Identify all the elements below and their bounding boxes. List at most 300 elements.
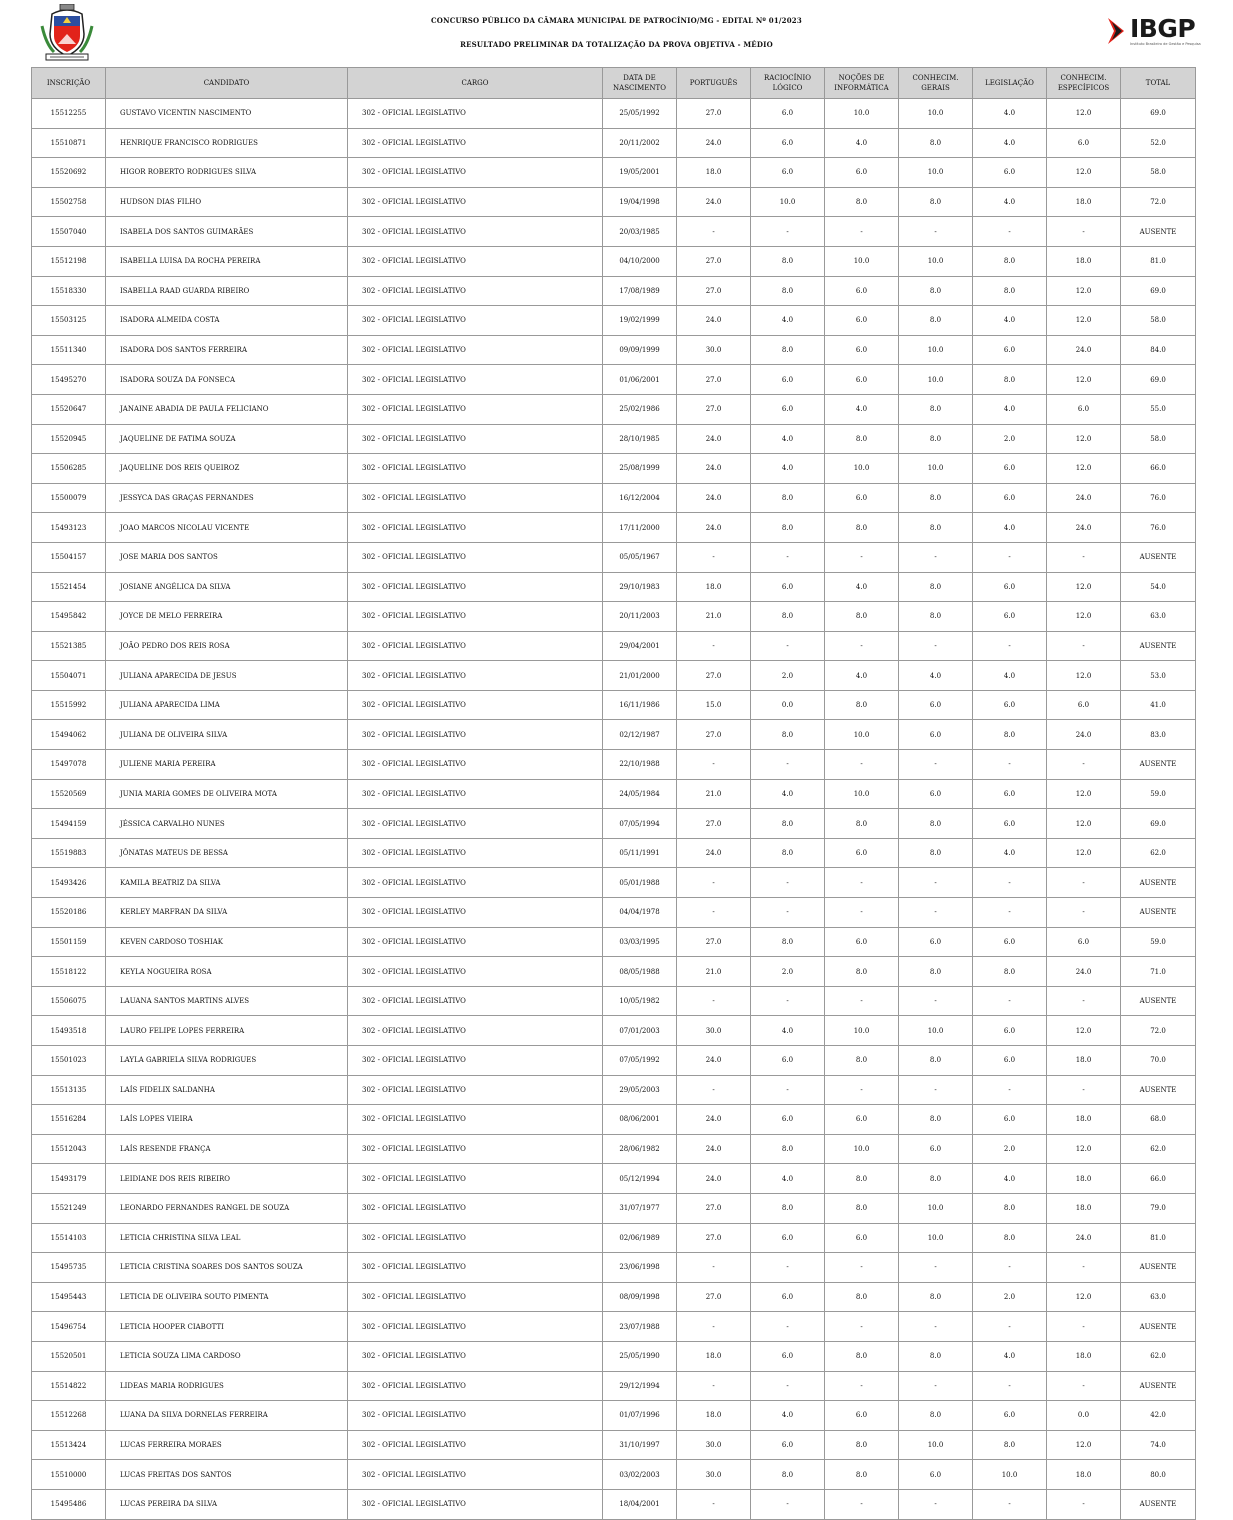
col-portugues-cell: - bbox=[677, 1371, 751, 1401]
col-raciocinio-logico-cell: 6.0 bbox=[751, 1341, 825, 1371]
col-candidato-cell: JULIANA APARECIDA LIMA bbox=[106, 690, 348, 720]
col-raciocinio-logico-cell: 4.0 bbox=[751, 306, 825, 336]
col-total-cell: AUSENTE bbox=[1121, 1312, 1196, 1342]
col-portugues-cell: - bbox=[677, 986, 751, 1016]
col-nocoes-informatica-cell: 6.0 bbox=[825, 1401, 899, 1431]
table-row bbox=[32, 483, 1196, 513]
col-raciocinio-logico-cell: 6.0 bbox=[751, 1105, 825, 1135]
col-total-cell: 83.0 bbox=[1121, 720, 1196, 750]
col-conhecim-especificos-cell: 24.0 bbox=[1047, 513, 1121, 543]
table-row bbox=[32, 128, 1196, 158]
col-raciocinio-logico-cell: 8.0 bbox=[751, 1193, 825, 1223]
col-data-nascimento-cell: 25/02/1986 bbox=[603, 394, 677, 424]
col-portugues-cell: 18.0 bbox=[677, 1401, 751, 1431]
col-nocoes-informatica-cell: 10.0 bbox=[825, 779, 899, 809]
col-candidato-cell: LETICIA CHRISTINA SILVA LEAL bbox=[106, 1223, 348, 1253]
col-cargo-cell: 302 - OFICIAL LEGISLATIVO bbox=[348, 1312, 603, 1342]
col-candidato-cell: LAÍS RESENDE FRANÇA bbox=[106, 1134, 348, 1164]
col-conhecim-especificos-cell: 6.0 bbox=[1047, 690, 1121, 720]
col-total-cell: 76.0 bbox=[1121, 483, 1196, 513]
col-legislacao-cell: 6.0 bbox=[973, 483, 1047, 513]
col-cargo-cell: 302 - OFICIAL LEGISLATIVO bbox=[348, 1401, 603, 1431]
col-portugues-cell: - bbox=[677, 898, 751, 928]
col-total-cell: 58.0 bbox=[1121, 306, 1196, 336]
col-nocoes-informatica-cell: 8.0 bbox=[825, 1193, 899, 1223]
col-total-cell: AUSENTE bbox=[1121, 631, 1196, 661]
col-cargo-cell: 302 - OFICIAL LEGISLATIVO bbox=[348, 779, 603, 809]
col-candidato-cell: GUSTAVO VICENTIN NASCIMENTO bbox=[106, 99, 348, 129]
col-total-cell: AUSENTE bbox=[1121, 898, 1196, 928]
col-conhecim-gerais-cell: - bbox=[899, 986, 973, 1016]
col-conhecim-especificos-cell: 12.0 bbox=[1047, 306, 1121, 336]
col-cargo-cell: 302 - OFICIAL LEGISLATIVO bbox=[348, 1282, 603, 1312]
col-candidato-cell: HUDSON DIAS FILHO bbox=[106, 187, 348, 217]
col-raciocinio-logico-cell: 8.0 bbox=[751, 483, 825, 513]
col-conhecim-gerais-cell: 10.0 bbox=[899, 1193, 973, 1223]
table-row bbox=[32, 602, 1196, 632]
col-inscricao-cell: 15495842 bbox=[32, 602, 106, 632]
col-cargo-cell: 302 - OFICIAL LEGISLATIVO bbox=[348, 957, 603, 987]
col-portugues-cell: 21.0 bbox=[677, 779, 751, 809]
table-row bbox=[32, 1075, 1196, 1105]
col-cargo-cell: 302 - OFICIAL LEGISLATIVO bbox=[348, 661, 603, 691]
table-row bbox=[32, 513, 1196, 543]
col-candidato-cell: KERLEY MARFRAN DA SILVA bbox=[106, 898, 348, 928]
col-raciocinio-logico-cell: 8.0 bbox=[751, 838, 825, 868]
col-nocoes-informatica-cell: 8.0 bbox=[825, 187, 899, 217]
col-candidato-cell: ISABELLA LUISA DA ROCHA PEREIRA bbox=[106, 246, 348, 276]
col-conhecim-gerais-cell: 8.0 bbox=[899, 513, 973, 543]
col-portugues-cell: - bbox=[677, 1312, 751, 1342]
col-portugues-cell: - bbox=[677, 750, 751, 780]
table-row bbox=[32, 631, 1196, 661]
col-total-cell: 71.0 bbox=[1121, 957, 1196, 987]
col-conhecim-especificos-cell: 18.0 bbox=[1047, 187, 1121, 217]
col-inscricao-cell: 15493179 bbox=[32, 1164, 106, 1194]
col-total-cell: 53.0 bbox=[1121, 661, 1196, 691]
col-data-nascimento-cell: 17/11/2000 bbox=[603, 513, 677, 543]
col-conhecim-gerais-cell: 8.0 bbox=[899, 276, 973, 306]
col-data-nascimento-cell: 03/02/2003 bbox=[603, 1460, 677, 1490]
col-inscricao-cell: 15521249 bbox=[32, 1193, 106, 1223]
table-row bbox=[32, 306, 1196, 336]
col-conhecim-especificos-cell: 12.0 bbox=[1047, 365, 1121, 395]
col-raciocinio-logico-cell: 6.0 bbox=[751, 128, 825, 158]
table-row bbox=[32, 661, 1196, 691]
col-raciocinio-logico-cell: 6.0 bbox=[751, 158, 825, 188]
col-data-nascimento-cell: 07/01/2003 bbox=[603, 1016, 677, 1046]
col-legislacao-cell: 6.0 bbox=[973, 1016, 1047, 1046]
col-conhecim-especificos-cell: 12.0 bbox=[1047, 661, 1121, 691]
col-portugues-cell: 24.0 bbox=[677, 838, 751, 868]
table-row bbox=[32, 572, 1196, 602]
col-cargo-cell: 302 - OFICIAL LEGISLATIVO bbox=[348, 1046, 603, 1076]
col-raciocinio-logico-cell: 6.0 bbox=[751, 572, 825, 602]
col-inscricao-cell: 15504157 bbox=[32, 542, 106, 572]
col-cargo-cell: 302 - OFICIAL LEGISLATIVO bbox=[348, 868, 603, 898]
col-raciocinio-logico-cell: 8.0 bbox=[751, 335, 825, 365]
col-raciocinio-logico-cell: 8.0 bbox=[751, 246, 825, 276]
col-portugues-cell: - bbox=[677, 631, 751, 661]
col-nocoes-informatica-cell: 4.0 bbox=[825, 572, 899, 602]
col-legislacao-cell: - bbox=[973, 898, 1047, 928]
col-cargo-cell: 302 - OFICIAL LEGISLATIVO bbox=[348, 454, 603, 484]
col-nocoes-informatica-cell: 10.0 bbox=[825, 454, 899, 484]
col-data-nascimento-cell: 29/12/1994 bbox=[603, 1371, 677, 1401]
col-inscricao-cell: 15493426 bbox=[32, 868, 106, 898]
col-conhecim-especificos-cell: - bbox=[1047, 1371, 1121, 1401]
col-data-nascimento-cell: 20/11/2002 bbox=[603, 128, 677, 158]
col-data-nascimento-cell: 24/05/1984 bbox=[603, 779, 677, 809]
col-candidato-cell: ISABELLA RAAD GUARDA RIBEIRO bbox=[106, 276, 348, 306]
col-legislacao-cell: 6.0 bbox=[973, 1046, 1047, 1076]
col-conhecim-gerais-cell: 8.0 bbox=[899, 187, 973, 217]
col-conhecim-gerais-cell: - bbox=[899, 1253, 973, 1283]
col-raciocinio-logico-cell: 0.0 bbox=[751, 690, 825, 720]
col-candidato-cell: LUCAS FREITAS DOS SANTOS bbox=[106, 1460, 348, 1490]
col-inscricao-cell: 15518122 bbox=[32, 957, 106, 987]
col-legislacao-cell: 6.0 bbox=[973, 602, 1047, 632]
col-total-cell: 55.0 bbox=[1121, 394, 1196, 424]
col-legislacao-cell: 6.0 bbox=[973, 158, 1047, 188]
col-conhecim-gerais-cell: 10.0 bbox=[899, 158, 973, 188]
col-conhecim-gerais-cell: - bbox=[899, 217, 973, 247]
col-portugues-cell: 27.0 bbox=[677, 246, 751, 276]
col-raciocinio-logico-cell: 6.0 bbox=[751, 1223, 825, 1253]
table-row bbox=[32, 1223, 1196, 1253]
col-conhecim-gerais-cell: 8.0 bbox=[899, 957, 973, 987]
col-data-nascimento-cell: 19/04/1998 bbox=[603, 187, 677, 217]
table-body bbox=[32, 99, 1196, 1520]
col-raciocinio-logico-cell: - bbox=[751, 542, 825, 572]
col-cargo-cell: 302 - OFICIAL LEGISLATIVO bbox=[348, 1193, 603, 1223]
col-data-nascimento-cell: 28/06/1982 bbox=[603, 1134, 677, 1164]
col-candidato-cell: LETICIA SOUZA LIMA CARDOSO bbox=[106, 1341, 348, 1371]
col-candidato-cell: ISADORA ALMEIDA COSTA bbox=[106, 306, 348, 336]
col-legislacao-cell: 4.0 bbox=[973, 513, 1047, 543]
col-raciocinio-logico-cell: 4.0 bbox=[751, 424, 825, 454]
col-portugues-cell: 24.0 bbox=[677, 424, 751, 454]
col-inscricao-cell: 15515992 bbox=[32, 690, 106, 720]
col-data-nascimento-cell: 16/11/1986 bbox=[603, 690, 677, 720]
col-conhecim-gerais-cell: 8.0 bbox=[899, 1164, 973, 1194]
col-conhecim-especificos-cell: 24.0 bbox=[1047, 335, 1121, 365]
col-conhecim-gerais-cell: 10.0 bbox=[899, 454, 973, 484]
col-data-nascimento-cell: 29/04/2001 bbox=[603, 631, 677, 661]
col-cargo-cell: 302 - OFICIAL LEGISLATIVO bbox=[348, 246, 603, 276]
col-cargo-cell: 302 - OFICIAL LEGISLATIVO bbox=[348, 1164, 603, 1194]
col-data-nascimento-header: DATA DE NASCIMENTO bbox=[603, 68, 677, 99]
table-row bbox=[32, 1282, 1196, 1312]
col-inscricao-cell: 15495443 bbox=[32, 1282, 106, 1312]
col-conhecim-especificos-cell: 12.0 bbox=[1047, 809, 1121, 839]
col-data-nascimento-cell: 25/08/1999 bbox=[603, 454, 677, 484]
col-data-nascimento-cell: 19/02/1999 bbox=[603, 306, 677, 336]
table-row bbox=[32, 868, 1196, 898]
col-nocoes-informatica-cell: 10.0 bbox=[825, 720, 899, 750]
col-candidato-cell: JULIANA APARECIDA DE JESUS bbox=[106, 661, 348, 691]
col-candidato-cell: LAURO FELIPE LOPES FERREIRA bbox=[106, 1016, 348, 1046]
table-row bbox=[32, 1016, 1196, 1046]
col-portugues-cell: - bbox=[677, 1489, 751, 1519]
col-legislacao-cell: - bbox=[973, 986, 1047, 1016]
col-inscricao-cell: 15512255 bbox=[32, 99, 106, 129]
col-cargo-cell: 302 - OFICIAL LEGISLATIVO bbox=[348, 158, 603, 188]
col-conhecim-gerais-cell: 10.0 bbox=[899, 365, 973, 395]
col-total-cell: 81.0 bbox=[1121, 1223, 1196, 1253]
col-portugues-cell: - bbox=[677, 217, 751, 247]
table-row bbox=[32, 1105, 1196, 1135]
col-portugues-cell: 27.0 bbox=[677, 1193, 751, 1223]
col-nocoes-informatica-cell: 10.0 bbox=[825, 1016, 899, 1046]
col-candidato-cell: LIDEAS MARIA RODRIGUES bbox=[106, 1371, 348, 1401]
col-total-cell: 58.0 bbox=[1121, 158, 1196, 188]
col-inscricao-cell: 15518330 bbox=[32, 276, 106, 306]
col-conhecim-gerais-cell: 8.0 bbox=[899, 602, 973, 632]
col-inscricao-cell: 15507040 bbox=[32, 217, 106, 247]
col-data-nascimento-cell: 20/11/2003 bbox=[603, 602, 677, 632]
col-cargo-cell: 302 - OFICIAL LEGISLATIVO bbox=[348, 720, 603, 750]
col-conhecim-gerais-cell: 6.0 bbox=[899, 1134, 973, 1164]
col-nocoes-informatica-cell: 6.0 bbox=[825, 1105, 899, 1135]
col-candidato-cell: JOYCE DE MELO FERREIRA bbox=[106, 602, 348, 632]
col-total-cell: 72.0 bbox=[1121, 1016, 1196, 1046]
col-inscricao-cell: 15511340 bbox=[32, 335, 106, 365]
col-nocoes-informatica-cell: 10.0 bbox=[825, 246, 899, 276]
col-conhecim-especificos-cell: 0.0 bbox=[1047, 1401, 1121, 1431]
col-raciocinio-logico-cell: - bbox=[751, 750, 825, 780]
col-inscricao-cell: 15493123 bbox=[32, 513, 106, 543]
col-total-cell: 63.0 bbox=[1121, 602, 1196, 632]
table-row bbox=[32, 1046, 1196, 1076]
col-nocoes-informatica-cell: - bbox=[825, 1489, 899, 1519]
col-portugues-cell: 18.0 bbox=[677, 158, 751, 188]
col-candidato-cell: LETICIA HOOPER CIABOTTI bbox=[106, 1312, 348, 1342]
col-conhecim-especificos-cell: - bbox=[1047, 750, 1121, 780]
col-inscricao-cell: 15502758 bbox=[32, 187, 106, 217]
col-legislacao-cell: 4.0 bbox=[973, 394, 1047, 424]
col-total-cell: 74.0 bbox=[1121, 1430, 1196, 1460]
col-legislacao-cell: 4.0 bbox=[973, 187, 1047, 217]
col-legislacao-cell: 2.0 bbox=[973, 1282, 1047, 1312]
col-nocoes-informatica-cell: 8.0 bbox=[825, 690, 899, 720]
col-data-nascimento-cell: 29/10/1983 bbox=[603, 572, 677, 602]
col-total-cell: AUSENTE bbox=[1121, 986, 1196, 1016]
table-row bbox=[32, 335, 1196, 365]
col-portugues-cell: - bbox=[677, 1075, 751, 1105]
col-conhecim-especificos-cell: 18.0 bbox=[1047, 1105, 1121, 1135]
col-data-nascimento-cell: 08/09/1998 bbox=[603, 1282, 677, 1312]
logo-text: IBGP bbox=[1130, 14, 1196, 43]
table-row bbox=[32, 542, 1196, 572]
col-portugues-cell: - bbox=[677, 868, 751, 898]
col-conhecim-gerais-cell: - bbox=[899, 868, 973, 898]
col-legislacao-cell: 10.0 bbox=[973, 1460, 1047, 1490]
col-inscricao-cell: 15495270 bbox=[32, 365, 106, 395]
col-conhecim-especificos-cell: - bbox=[1047, 986, 1121, 1016]
col-conhecim-gerais-cell: 10.0 bbox=[899, 99, 973, 129]
col-raciocinio-logico-cell: 6.0 bbox=[751, 365, 825, 395]
col-conhecim-especificos-cell: - bbox=[1047, 631, 1121, 661]
col-nocoes-informatica-cell: - bbox=[825, 631, 899, 661]
col-data-nascimento-cell: 10/05/1982 bbox=[603, 986, 677, 1016]
col-conhecim-especificos-cell: 12.0 bbox=[1047, 779, 1121, 809]
col-legislacao-cell: 4.0 bbox=[973, 1164, 1047, 1194]
col-inscricao-cell: 15520501 bbox=[32, 1341, 106, 1371]
col-raciocinio-logico-cell: 6.0 bbox=[751, 394, 825, 424]
col-raciocinio-logico-cell: 2.0 bbox=[751, 661, 825, 691]
col-candidato-cell: JOÃO PEDRO DOS REIS ROSA bbox=[106, 631, 348, 661]
col-legislacao-cell: - bbox=[973, 1489, 1047, 1519]
col-conhecim-gerais-cell: 6.0 bbox=[899, 927, 973, 957]
col-conhecim-gerais-cell: 8.0 bbox=[899, 424, 973, 454]
col-cargo-cell: 302 - OFICIAL LEGISLATIVO bbox=[348, 750, 603, 780]
col-conhecim-especificos-cell: 18.0 bbox=[1047, 1460, 1121, 1490]
table-row bbox=[32, 750, 1196, 780]
col-portugues-cell: 18.0 bbox=[677, 1341, 751, 1371]
col-legislacao-cell: 8.0 bbox=[973, 1223, 1047, 1253]
col-nocoes-informatica-cell: - bbox=[825, 750, 899, 780]
col-total-cell: 70.0 bbox=[1121, 1046, 1196, 1076]
col-conhecim-gerais-cell: 10.0 bbox=[899, 1223, 973, 1253]
col-portugues-cell: 18.0 bbox=[677, 572, 751, 602]
col-cargo-cell: 302 - OFICIAL LEGISLATIVO bbox=[348, 1371, 603, 1401]
col-total-cell: 54.0 bbox=[1121, 572, 1196, 602]
col-conhecim-especificos-cell: 24.0 bbox=[1047, 483, 1121, 513]
col-cargo-cell: 302 - OFICIAL LEGISLATIVO bbox=[348, 986, 603, 1016]
col-cargo-cell: 302 - OFICIAL LEGISLATIVO bbox=[348, 631, 603, 661]
col-legislacao-cell: 6.0 bbox=[973, 690, 1047, 720]
col-nocoes-informatica-cell: - bbox=[825, 986, 899, 1016]
col-inscricao-cell: 15497078 bbox=[32, 750, 106, 780]
col-legislacao-cell: 6.0 bbox=[973, 809, 1047, 839]
table-header bbox=[32, 68, 1196, 99]
col-conhecim-gerais-cell: 8.0 bbox=[899, 1105, 973, 1135]
col-total-cell: AUSENTE bbox=[1121, 217, 1196, 247]
col-conhecim-especificos-cell: 12.0 bbox=[1047, 602, 1121, 632]
col-nocoes-informatica-cell: - bbox=[825, 898, 899, 928]
col-conhecim-especificos-cell: 6.0 bbox=[1047, 927, 1121, 957]
col-legislacao-cell: - bbox=[973, 1312, 1047, 1342]
col-cargo-cell: 302 - OFICIAL LEGISLATIVO bbox=[348, 128, 603, 158]
table-row bbox=[32, 779, 1196, 809]
col-total-cell: 69.0 bbox=[1121, 809, 1196, 839]
col-conhecim-gerais-cell: 8.0 bbox=[899, 1282, 973, 1312]
col-legislacao-cell: 6.0 bbox=[973, 572, 1047, 602]
col-legislacao-cell: 6.0 bbox=[973, 454, 1047, 484]
col-portugues-cell: 30.0 bbox=[677, 1016, 751, 1046]
col-candidato-cell: LETICIA DE OLIVEIRA SOUTO PIMENTA bbox=[106, 1282, 348, 1312]
col-total-cell: 58.0 bbox=[1121, 424, 1196, 454]
col-inscricao-cell: 15494159 bbox=[32, 809, 106, 839]
col-data-nascimento-cell: 08/06/2001 bbox=[603, 1105, 677, 1135]
col-legislacao-cell: - bbox=[973, 1371, 1047, 1401]
col-total-cell: AUSENTE bbox=[1121, 1489, 1196, 1519]
col-conhecim-gerais-cell: 4.0 bbox=[899, 661, 973, 691]
table-row bbox=[32, 394, 1196, 424]
col-nocoes-informatica-cell: 8.0 bbox=[825, 424, 899, 454]
col-raciocinio-logico-cell: 4.0 bbox=[751, 779, 825, 809]
col-total-cell: 62.0 bbox=[1121, 1341, 1196, 1371]
col-conhecim-gerais-cell: 8.0 bbox=[899, 306, 973, 336]
col-total-cell: 62.0 bbox=[1121, 1134, 1196, 1164]
col-cargo-cell: 302 - OFICIAL LEGISLATIVO bbox=[348, 217, 603, 247]
col-candidato-cell: HIGOR ROBERTO RODRIGUES SILVA bbox=[106, 158, 348, 188]
col-candidato-cell: JÔNATAS MATEUS DE BESSA bbox=[106, 838, 348, 868]
col-portugues-cell: 30.0 bbox=[677, 1460, 751, 1490]
col-conhecim-especificos-cell: 12.0 bbox=[1047, 276, 1121, 306]
col-total-cell: 69.0 bbox=[1121, 276, 1196, 306]
col-conhecim-especificos-cell: 12.0 bbox=[1047, 838, 1121, 868]
col-conhecim-gerais-cell: - bbox=[899, 1489, 973, 1519]
col-raciocinio-logico-cell: 6.0 bbox=[751, 1282, 825, 1312]
table-row bbox=[32, 690, 1196, 720]
col-total-cell: AUSENTE bbox=[1121, 1075, 1196, 1105]
col-nocoes-informatica-cell: - bbox=[825, 217, 899, 247]
col-candidato-cell: KEVEN CARDOSO TOSHIAK bbox=[106, 927, 348, 957]
col-data-nascimento-cell: 31/10/1997 bbox=[603, 1430, 677, 1460]
col-conhecim-especificos-cell: - bbox=[1047, 217, 1121, 247]
col-raciocinio-logico-cell: 6.0 bbox=[751, 1046, 825, 1076]
col-raciocinio-logico-cell: 8.0 bbox=[751, 513, 825, 543]
col-conhecim-gerais-cell: 10.0 bbox=[899, 1430, 973, 1460]
col-nocoes-informatica-cell: 8.0 bbox=[825, 809, 899, 839]
col-portugues-cell: 27.0 bbox=[677, 720, 751, 750]
col-legislacao-cell: 4.0 bbox=[973, 306, 1047, 336]
col-raciocinio-logico-cell: 8.0 bbox=[751, 720, 825, 750]
col-conhecim-especificos-cell: - bbox=[1047, 1489, 1121, 1519]
col-conhecim-especificos-cell: - bbox=[1047, 868, 1121, 898]
col-cargo-cell: 302 - OFICIAL LEGISLATIVO bbox=[348, 187, 603, 217]
col-data-nascimento-cell: 23/07/1988 bbox=[603, 1312, 677, 1342]
col-legislacao-cell: 2.0 bbox=[973, 424, 1047, 454]
col-cargo-cell: 302 - OFICIAL LEGISLATIVO bbox=[348, 276, 603, 306]
col-conhecim-gerais-cell: 8.0 bbox=[899, 483, 973, 513]
col-conhecim-especificos-cell: - bbox=[1047, 1075, 1121, 1105]
col-nocoes-informatica-cell: 8.0 bbox=[825, 1282, 899, 1312]
col-portugues-cell: 24.0 bbox=[677, 187, 751, 217]
col-total-header: TOTAL bbox=[1121, 68, 1196, 99]
col-legislacao-cell: 2.0 bbox=[973, 1134, 1047, 1164]
col-nocoes-informatica-cell: 4.0 bbox=[825, 394, 899, 424]
col-total-cell: AUSENTE bbox=[1121, 750, 1196, 780]
col-conhecim-especificos-cell: - bbox=[1047, 1253, 1121, 1283]
col-data-nascimento-cell: 21/01/2000 bbox=[603, 661, 677, 691]
col-cargo-cell: 302 - OFICIAL LEGISLATIVO bbox=[348, 513, 603, 543]
col-conhecim-gerais-cell: - bbox=[899, 1371, 973, 1401]
col-inscricao-cell: 15513424 bbox=[32, 1430, 106, 1460]
col-inscricao-cell: 15493518 bbox=[32, 1016, 106, 1046]
col-data-nascimento-cell: 01/07/1996 bbox=[603, 1401, 677, 1431]
page-header bbox=[30, 0, 1201, 66]
col-raciocinio-logico-cell: - bbox=[751, 1489, 825, 1519]
col-nocoes-informatica-header: NOÇÕES DE INFORMÁTICA bbox=[825, 68, 899, 99]
col-portugues-cell: 27.0 bbox=[677, 365, 751, 395]
col-inscricao-cell: 15514822 bbox=[32, 1371, 106, 1401]
col-candidato-cell: LEONARDO FERNANDES RANGEL DE SOUZA bbox=[106, 1193, 348, 1223]
col-nocoes-informatica-cell: 8.0 bbox=[825, 1164, 899, 1194]
col-candidato-cell: LAYLA GABRIELA SILVA RODRIGUES bbox=[106, 1046, 348, 1076]
col-inscricao-cell: 15520692 bbox=[32, 158, 106, 188]
col-candidato-cell: JULIANA DE OLIVEIRA SILVA bbox=[106, 720, 348, 750]
table-row bbox=[32, 957, 1196, 987]
table-row bbox=[32, 1134, 1196, 1164]
col-nocoes-informatica-cell: 10.0 bbox=[825, 1134, 899, 1164]
col-legislacao-cell: 8.0 bbox=[973, 1430, 1047, 1460]
col-total-cell: 63.0 bbox=[1121, 1282, 1196, 1312]
col-inscricao-cell: 15494062 bbox=[32, 720, 106, 750]
col-conhecim-especificos-cell: 12.0 bbox=[1047, 1134, 1121, 1164]
